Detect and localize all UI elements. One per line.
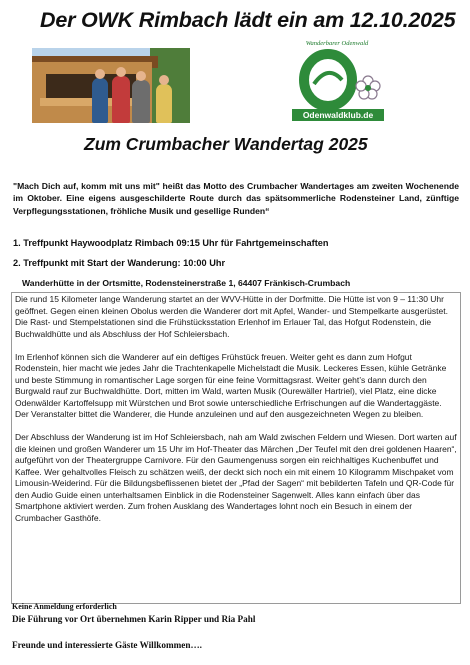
person-figure [92,78,108,123]
page-headline: Der OWK Rimbach lädt ein am 12.10.2025 [40,8,456,32]
welcome-note: Freunde und interessierte Gäste Willkommen…. [12,640,202,650]
person-figure [156,84,172,123]
person-figure [132,80,150,123]
meeting-point-2: 2. Treffpunkt mit Start der Wanderung: 10:00 Uhr [13,258,226,268]
event-photo [32,48,190,123]
description-box [11,292,461,604]
intro-text: "Mach Dich auf, komm mit uns mit" heißt das Motto des Crumbacher Wandertages am zweiten Wochenende im Oktober. Eine eigens ausgeschilderte Route durch das spätsommerliche Rodensteiner Land, zünftige Verpflegungsstationen, fröhliche Musik und gesellige Runden“ [13,181,459,216]
person-figure [112,76,130,123]
description-paragraph: Der Abschluss der Wanderung ist im Hof Schleiersbach, nah am Wald zwischen Feldern und Wiesen. Dort warten auf die kleinen und großen Wanderer um 15 Uhr im Hof-Theater das Märchen „Der Teufel mit den drei goldenen Haaren“, aufgeführt von der Theatergruppe Carnivore. Für den Gaumengenuss sorgen ein reichhaltiges Kuchenbuffet und Kaffee. Wer gehaltvolles Fleisch zu schätzen weiß, der deckt sich noch ein mit einem 10 Kilogramm Mischpaket vom Limousin-Weiderind. Für die Bildungsbeflissenen bietet der „Pfad der Sagen“ mit bebilderten Tafeln und QR-Code für den Audio Guide einen unterhaltsamen Einblick in die Rodensteiner Sagenwelt. Alles kann einfach über das Smartphone aktiviert werden. Zum frohen Ausklang des Wandertages lohnt noch ein Besuch in einem der Crumbacher Gasthöfe. [15,432,457,523]
person-head [95,69,105,79]
logo-url-banner: Odenwaldklub.de [292,109,384,121]
start-address: Wanderhütte in der Ortsmitte, Rodensteinerstraße 1, 64407 Fränkisch-Crumbach [22,278,351,288]
person-head [136,71,146,81]
person-head [159,75,169,85]
odenwaldklub-logo-icon [284,44,390,114]
description-paragraph: Die rund 15 Kilometer lange Wanderung startet an der WVV-Hütte in der Dorfmitte. Die Hütte ist von 9 – 11:30 Uhr geöffnet. Gegen einen kleinen Obolus werden die Wanderer dort mit Apfel, Wander- und Stempelkarte ausgerüstet. Die Rast- und Stempelstationen sind die Frühstücksstation Erlenhof im Erlauer Tal, das Hofgut Rodenstein, die Buchwaldhütte und als Abschluss der Hof Schleiersbach. [15,294,448,339]
odenwaldklub-logo [284,40,390,126]
event-title: Zum Crumbacher Wandertag 2025 [84,134,368,154]
person-head [116,67,126,77]
registration-note: Keine Anmeldung erforderlich [12,602,117,611]
meeting-point-1: 1. Treffpunkt Haywoodplatz Rimbach 09:15 Uhr für Fahrtgemeinschaften [13,238,329,248]
description-paragraph: Im Erlenhof können sich die Wanderer auf ein deftiges Frühstück freuen. Weiter geht es dann zum Hofgut Rodenstein, hier macht wie jedes Jahr die Trachtenkapelle Michelstadt die Musik. Leckeres Essen, kühle Getränke und beste Stimmung in romantischer Lage sorgen für eine feine Vormittagsrast. Weiter geht’s dann durch den Burgwald rauf zur Buchwaldhütte. Dort, mitten im Wald, warten Musik (Ourewäller Hartriel), viel Platz, eine dicke Odenwälder Kartoffelsupp mit Würstchen und Brot sowie unterschiedliche Erfrischungen auf die Wandertaggäste. Der Veranstalter bittet die Wanderer, die Hunde anzuleinen und auf den ausgezeichneten Wegen zu bleiben. [15,351,447,419]
guides-note: Die Führung vor Ort übernehmen Karin Ripper und Ria Pahl [12,614,256,624]
logo-arc-text: Wanderbarer Odenwald [305,40,369,47]
